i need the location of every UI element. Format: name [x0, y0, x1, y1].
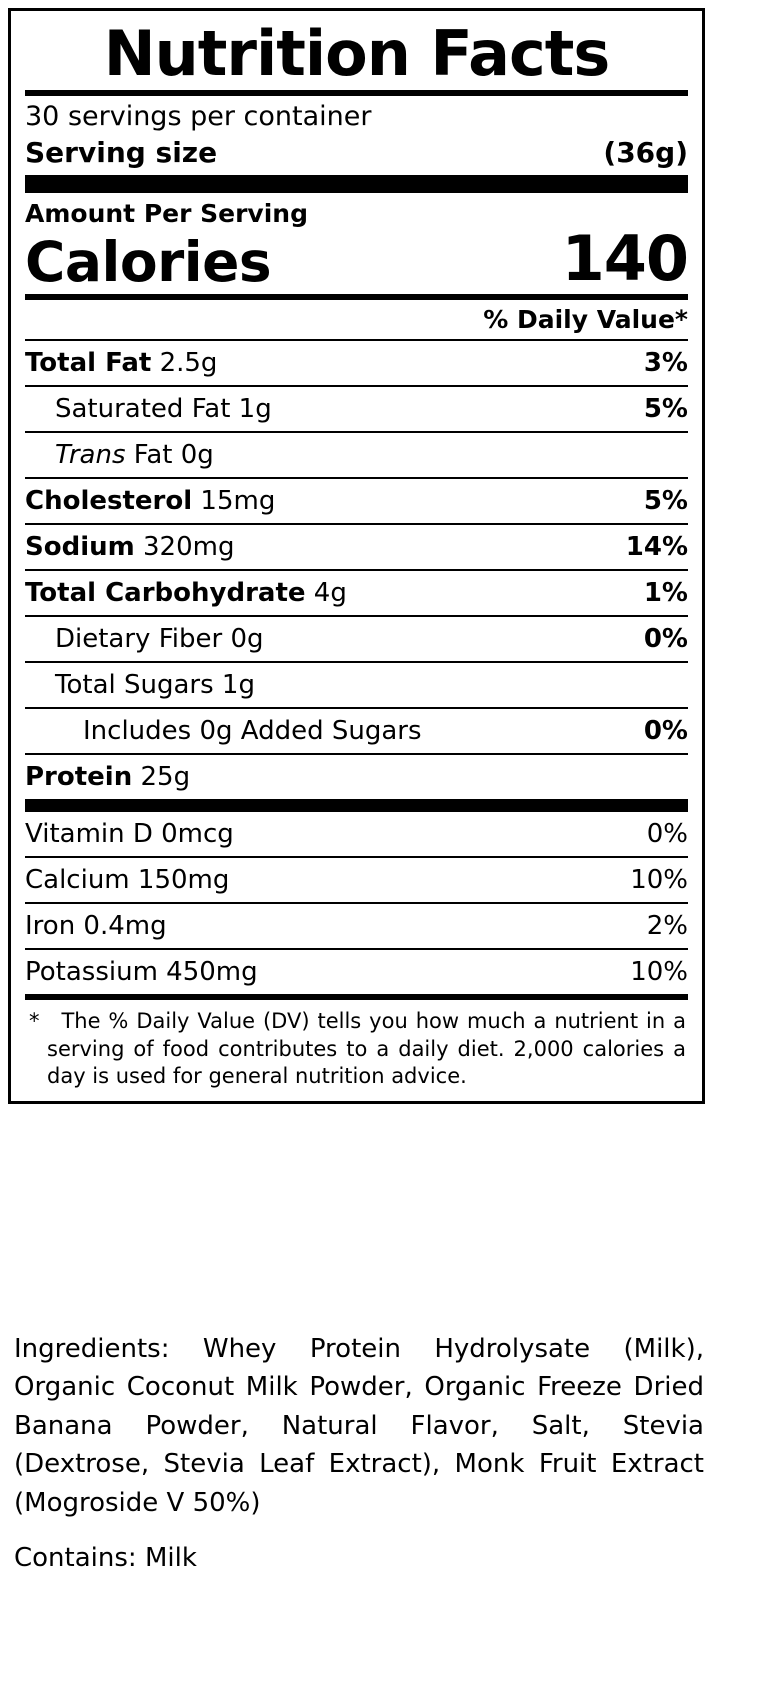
nutrient-row-protein	[25, 753, 688, 799]
nutrient-row-cholesterol	[25, 477, 688, 523]
nutrient-row-sodium	[25, 523, 688, 569]
serving-size-label: Serving size	[25, 135, 218, 169]
allergen-contains-text: Contains: Milk	[14, 1543, 197, 1573]
nutrient-pct-added-sugars: 0%	[643, 715, 688, 746]
vitamin-name-vitamin-d: Vitamin D 0mcg	[25, 818, 234, 849]
footnote-text: The % Daily Value (DV) tells you how much a nutrient in a serving of food contributes to a daily diet. 2,000 calories a day is used for general nutrition advice.	[47, 1008, 686, 1089]
nutrient-name-trans-fat: Trans Fat 0g	[55, 439, 214, 470]
calories-row	[25, 221, 688, 295]
calories-label: Calories	[25, 229, 272, 294]
nutrient-pct-cholesterol: 5%	[643, 485, 688, 516]
nutrient-row-trans-fat	[25, 431, 688, 477]
nutrient-name-total-sugars: Total Sugars 1g	[55, 669, 255, 700]
serving-size-row	[25, 136, 688, 175]
vitamin-row-calcium	[25, 856, 688, 902]
nutrient-name-total-fat: Total Fat 2.5g	[25, 347, 218, 378]
ingredients-text: Ingredients: Whey Protein Hydrolysate (Milk), Organic Coconut Milk Powder, Organic Freeze Dried Banana Powder, Natural Flavor, Salt, Stevia (Dextrose, Stevia Leaf Extract), Monk Fruit Extract (Mogroside V 50%)	[14, 1334, 704, 1518]
nutrient-name-total-carbohydrate: Total Carbohydrate 4g	[25, 577, 347, 608]
footnote-asterisk: *	[29, 1008, 40, 1033]
nutrient-row-dietary-fiber	[25, 615, 688, 661]
nutrient-name-saturated-fat: Saturated Fat 1g	[55, 393, 272, 424]
vitamin-row-vitamin-d	[25, 812, 688, 856]
nutrient-name-added-sugars: Includes 0g Added Sugars	[83, 715, 422, 746]
vitamin-name-calcium: Calcium 150mg	[25, 864, 230, 895]
nutrient-row-total-carbohydrate	[25, 569, 688, 615]
nutrient-name-sodium: Sodium 320mg	[25, 531, 235, 562]
daily-value-header: % Daily Value*	[483, 304, 688, 334]
vitamin-pct-iron: 2%	[646, 910, 688, 941]
nutrient-row-total-fat	[25, 339, 688, 385]
nutrient-pct-sodium: 14%	[625, 531, 688, 562]
nutrient-pct-saturated-fat: 5%	[643, 393, 688, 424]
divider-thick-vitamins	[25, 799, 688, 812]
calories-value: 140	[561, 221, 688, 295]
vitamin-row-iron	[25, 902, 688, 948]
vitamin-row-potassium	[25, 948, 688, 994]
vitamin-name-iron: Iron 0.4mg	[25, 910, 167, 941]
nutrient-name-cholesterol: Cholesterol 15mg	[25, 485, 276, 516]
nutrient-row-added-sugars	[25, 707, 688, 753]
vitamin-name-potassium: Potassium 450mg	[25, 956, 258, 987]
serving-size-value: (36g)	[603, 135, 688, 169]
nutrient-row-saturated-fat	[25, 385, 688, 431]
nutrient-name-protein: Protein 25g	[25, 761, 191, 792]
nutrient-pct-dietary-fiber: 0%	[643, 623, 688, 654]
amount-per-serving-label: Amount Per Serving	[25, 198, 308, 228]
nutrient-pct-total-fat: 3%	[643, 347, 688, 378]
servings-per-container: 30 servings per container	[25, 101, 372, 133]
vitamin-pct-potassium: 10%	[630, 956, 688, 987]
nutrient-row-total-sugars	[25, 661, 688, 707]
panel-title: Nutrition Facts	[103, 17, 610, 90]
nutrition-facts-panel	[8, 8, 705, 1104]
vitamin-pct-vitamin-d: 0%	[646, 818, 688, 849]
vitamin-pct-calcium: 10%	[630, 864, 688, 895]
daily-value-footnote	[25, 1000, 688, 1095]
nutrient-pct-total-carbohydrate: 1%	[643, 577, 688, 608]
nutrient-name-dietary-fiber: Dietary Fiber 0g	[55, 623, 264, 654]
divider-thick-top	[25, 175, 688, 193]
